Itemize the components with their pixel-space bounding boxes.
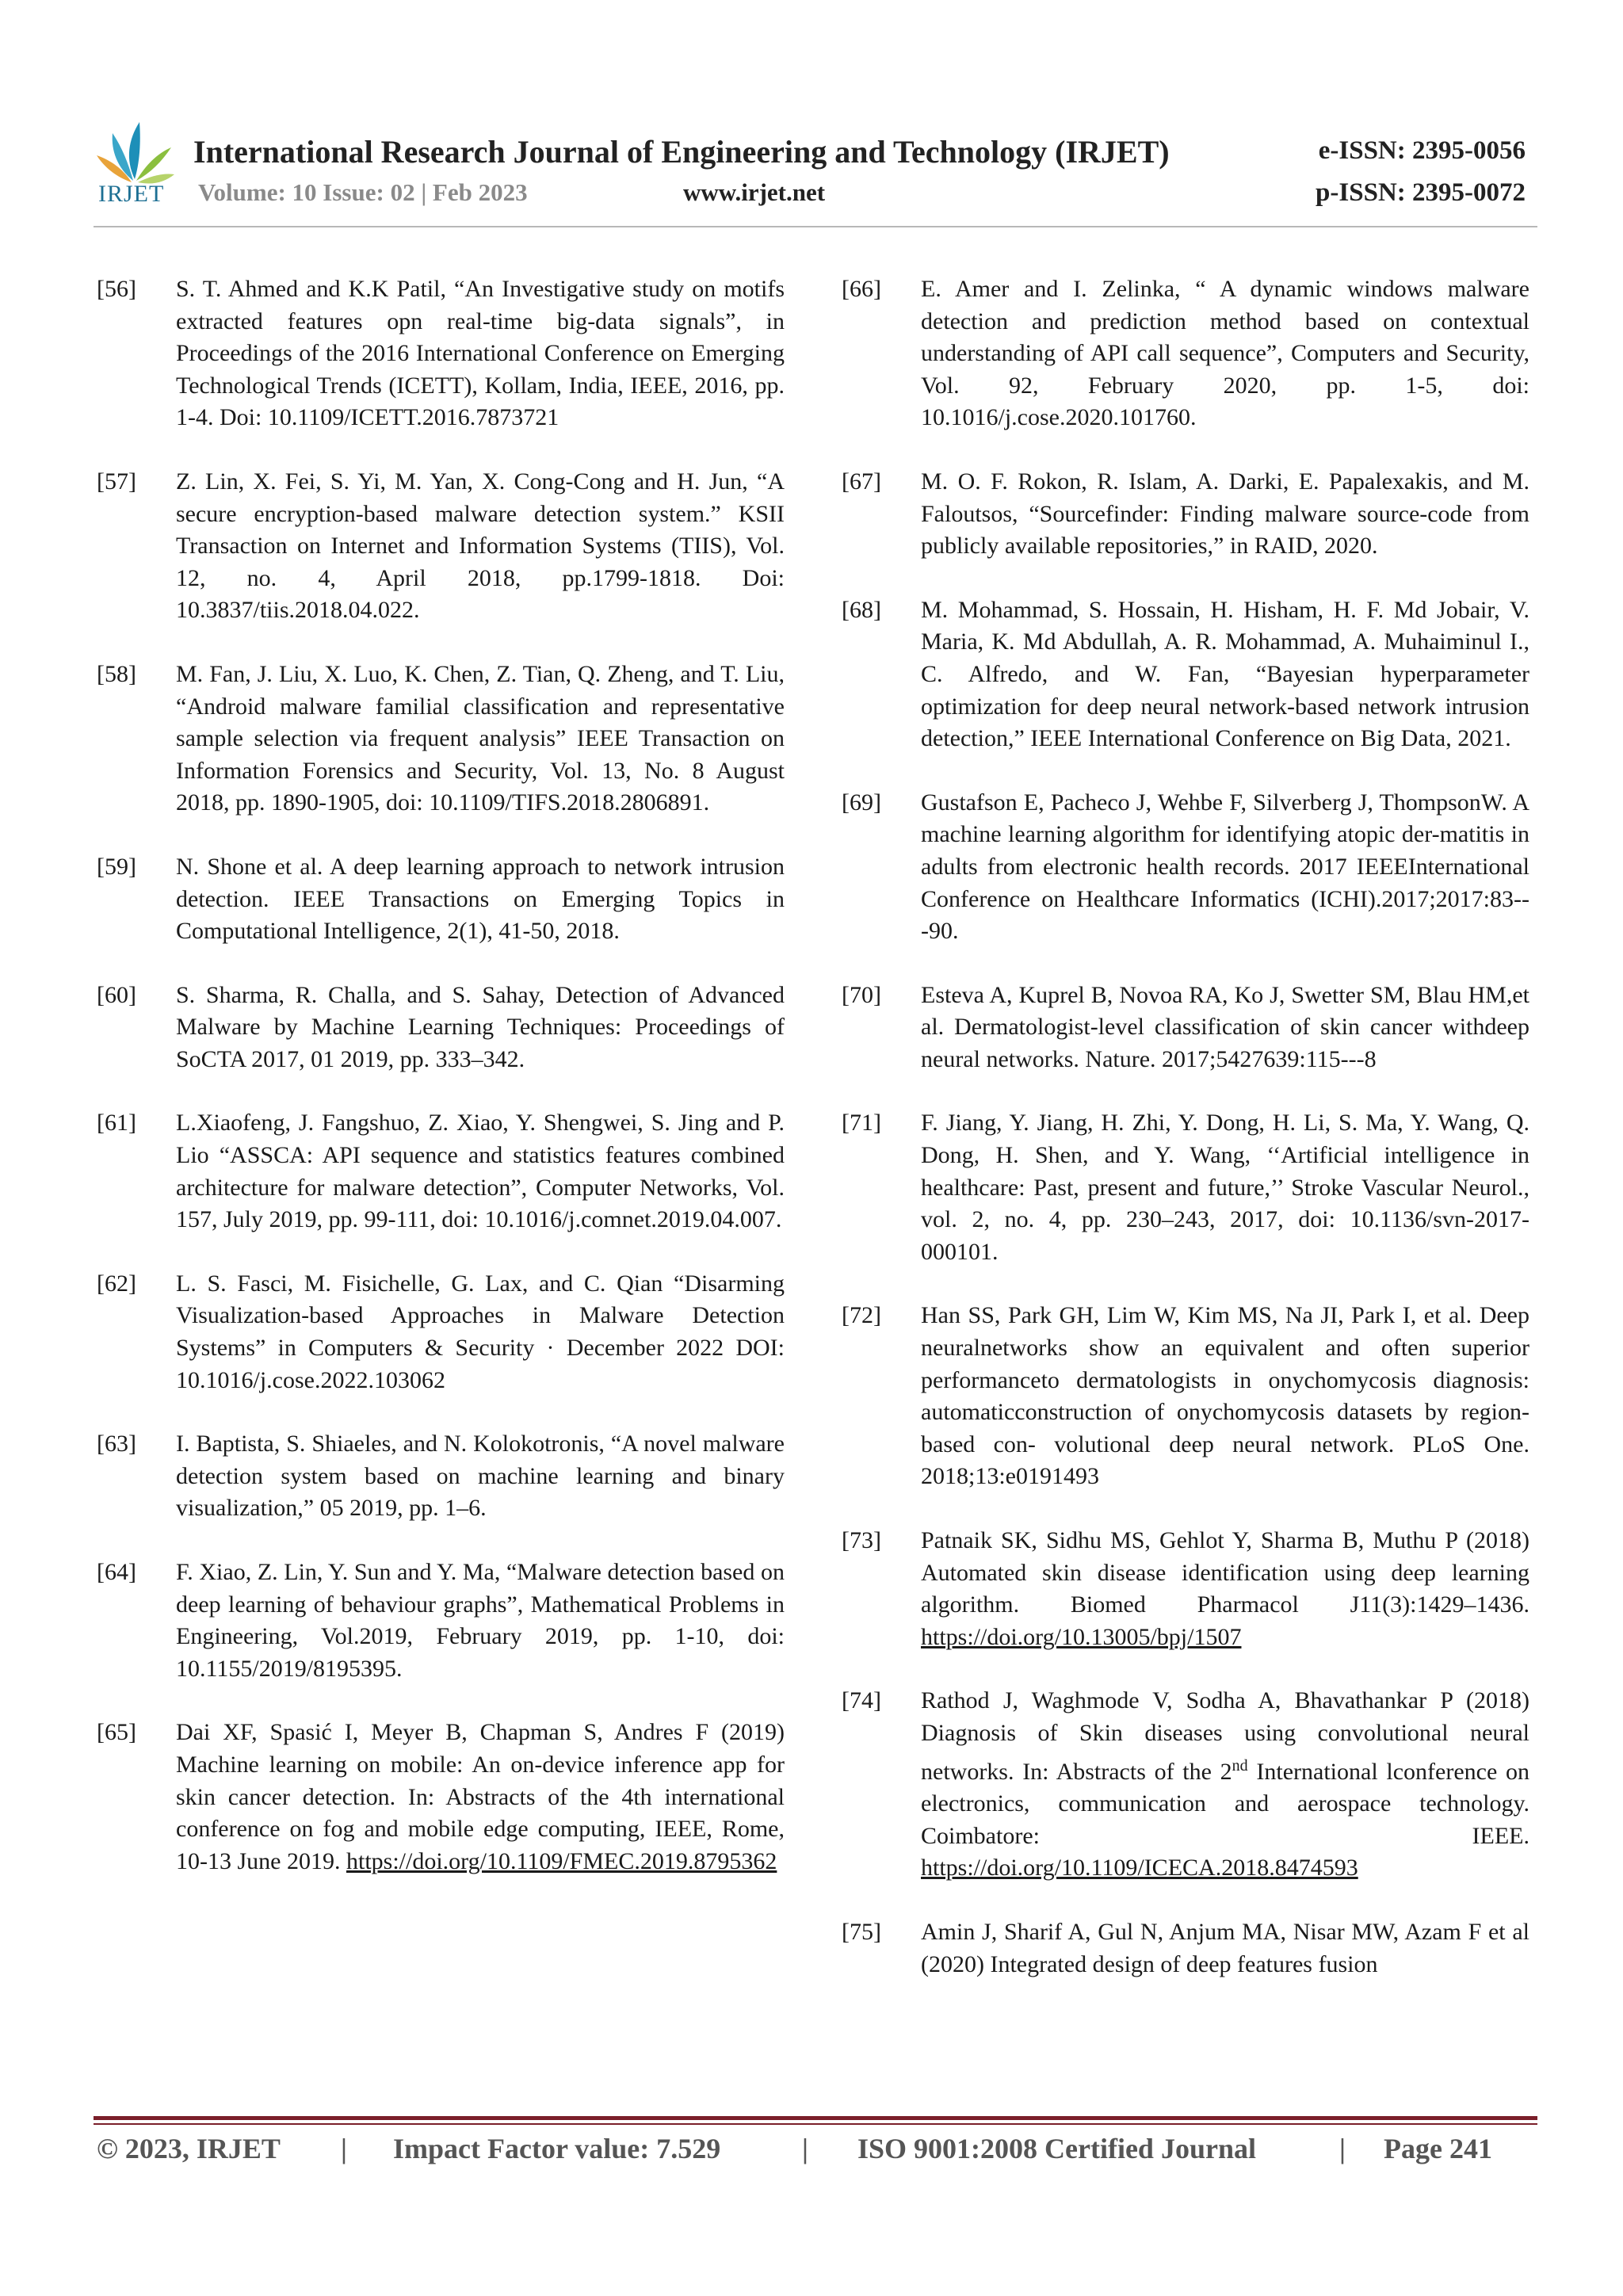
footer-separator: | [1339,2133,1346,2164]
reference-text [176,1717,785,1878]
reference-item [97,1268,785,1396]
reference-number: [60] [97,981,136,1008]
reference-number: [71] [842,1110,881,1137]
reference-item [97,1717,785,1878]
reference-text [176,980,785,1076]
reference-item [842,980,1529,1076]
reference-doi-link[interactable]: https://doi.org/10.13005/bpj/1507 [921,1623,1242,1650]
reference-number: [69] [842,789,881,816]
footer-divider-thin [94,2123,1537,2125]
reference-item [97,466,785,627]
reference-item [842,1300,1529,1493]
footer-iso: ISO 9001:2008 Certified Journal [857,2133,1256,2164]
reference-citation: Esteva A, Kuprel B, Novoa RA, Ko J, Swetter SM, Blau HM,et al. Dermatologist-level classification of skin cancer withdeep neural networks. Nature. 2017;5427639:115---8 [921,981,1529,1072]
eissn: e-ISSN: 2395-0056 [1318,136,1526,165]
reference-item [97,1107,785,1236]
footer-separator: | [802,2133,808,2164]
reference-text [176,1428,785,1525]
reference-citation: Amin J, Sharif A, Gul N, Anjum MA, Nisar MW, Azam F et al (2020) Integrated design of deep features fusion [921,1918,1529,1977]
reference-citation: I. Baptista, S. Shiaeles, and N. Kolokotronis, “A novel malware detection system based on machine learning and binary visualization,” 05 2019, pp. 1–6. [176,1431,785,1522]
reference-text [921,1916,1529,1981]
reference-citation: Gustafson E, Pacheco J, Wehbe F, Silverberg J, ThompsonW. A machine learning algorithm for identifying atopic der-matitis in adults from electronic health records. 2017 IEEEInternational Conference on Healthcare Informatics (ICHI).2017;2017:83---90. [921,789,1529,945]
reference-text [176,466,785,627]
footer-impact-factor: Impact Factor value: 7.529 [393,2133,721,2164]
reference-text [176,1268,785,1396]
reference-number: [66] [842,276,881,302]
reference-item [842,1107,1529,1268]
reference-item [97,980,785,1076]
references-right-column [842,273,1529,2012]
reference-citation: L. S. Fasci, M. Fisichelle, G. Lax, and C. Qian “Disarming Visualization-based Approaches in Malware Detection Systems” in Computers & Security · December 2022 DOI: 10.1016/j.cose.2022.103062 [176,1270,785,1393]
footer-separator: | [341,2133,347,2164]
reference-citation: M. Fan, J. Liu, X. Luo, K. Chen, Z. Tian, Q. Zheng, and T. Liu, “Android malware familial classification and representative sample selection via frequent analysis” IEEE Transaction on Information Forensics and Security, Vol. 13, No. 8 August 2018, pp. 1890-1905, doi: 10.1109/TIFS.2018.2806891. [176,660,785,816]
reference-item [842,1685,1529,1885]
reference-number: [67] [842,468,881,495]
reference-citation: Z. Lin, X. Fei, S. Yi, M. Yan, X. Cong-Cong and H. Jun, “A secure encryption-based malware detection system.” KSII Transaction on Internet and Information Systems (TIIS), Vol. 12, no. 4, April 2018, pp.1799-1818. Doi: 10.3837/tiis.2018.04.022. [176,468,785,624]
reference-text [921,466,1529,563]
page-footer [97,2132,1531,2172]
reference-text [921,1107,1529,1268]
pissn: p-ISSN: 2395-0072 [1316,178,1526,207]
reference-citation: S. T. Ahmed and K.K Patil, “An Investigative study on motifs extracted features opn real-time big-data signals”, in Proceedings of the 2016 International Conference on Emerging Technological Trends (ICETT), Kollam, India, IEEE, 2016, pp. 1-4. Doi: 10.1109/ICETT.2016.7873721 [176,276,785,431]
reference-number: [70] [842,981,881,1008]
reference-item [842,466,1529,563]
reference-doi-link[interactable]: https://doi.org/10.1109/FMEC.2019.8795362 [346,1847,777,1874]
reference-item [842,273,1529,434]
reference-text [921,273,1529,434]
reference-number: [65] [97,1719,136,1746]
reference-number: [56] [97,276,136,302]
reference-item [97,1428,785,1525]
reference-text [921,1300,1529,1493]
reference-citation: E. Amer and I. Zelinka, “ A dynamic windows malware detection and prediction method based on contextual understanding of API call sequence”, Computers and Security, Vol. 92, February 2020, pp. 1-5, doi: 10.1016/j.cose.2020.101760. [921,276,1529,431]
references-left-column [97,273,785,1909]
journal-title: International Research Journal of Engineering and Technology (IRJET) [193,134,1170,170]
reference-number: [72] [842,1302,881,1329]
footer-copyright: © 2023, IRJET [97,2133,281,2164]
reference-number: [75] [842,1918,881,1945]
reference-citation: Dai XF, Spasić I, Meyer B, Chapman S, Andres F (2019) Machine learning on mobile: An on-device inference app for skin cancer detection. In: Abstracts of the 4th international conference on fog and mobile edge computing, IEEE, Rome, 10-13 June 2019. [176,1719,785,1874]
reference-citation: L.Xiaofeng, J. Fangshuo, Z. Xiao, Y. Shengwei, S. Jing and P. Lio “ASSCA: API sequence and statistics features combined architecture for malware detection”, Computer Networks, Vol. 157, July 2019, pp. 99-111, doi: 10.1016/j.comnet.2019.04.007. [176,1110,785,1233]
reference-citation: Han SS, Park GH, Lim W, Kim MS, Na JI, Park I, et al. Deep neuralnetworks show an equivalent and often superior performanceto dermatologists in onychomycosis diagnosis: automaticconstruction of onychomycosis datasets by region-based con- volutional deep neural network. PLoS One. 2018;13:e0191493 [921,1302,1529,1490]
reference-citation: F. Jiang, Y. Jiang, H. Zhi, Y. Dong, H. Li, S. Ma, Y. Wang, Q. Dong, H. Shen, and Y. Wang, ‘‘Artificial intelligence in healthcare: Past, present and future,’’ Stroke Vascular Neurol., vol. 2, no. 4, pp. 230–243, 2017, doi: 10.1136/svn-2017-000101. [921,1110,1529,1265]
reference-number: [63] [97,1431,136,1457]
reference-citation: M. Mohammad, S. Hossain, H. Hisham, H. F. Md Jobair, V. Maria, K. Md Abdullah, A. R. Mohammad, A. Muhaiminul I., C. Alfredo, and W. Fan, “Bayesian hyperparameter optimization for deep neural network-based network intrusion detection,” IEEE International Conference on Big Data, 2021. [921,596,1529,752]
reference-citation: S. Sharma, R. Challa, and S. Sahay, Detection of Advanced Malware by Machine Learning Techniques: Proceedings of SoCTA 2017, 01 2019, pp. 333–342. [176,981,785,1072]
reference-text [176,273,785,434]
reference-item [97,851,785,948]
reference-number: [59] [97,853,136,880]
reference-citation: M. O. F. Rokon, R. Islam, A. Darki, E. Papalexakis, and M. Faloutsos, “Sourcefinder: Finding malware source-code from publicly available repositories,” in RAID, 2020. [921,468,1529,560]
footer-divider [94,2116,1537,2120]
reference-citation: Patnaik SK, Sidhu MS, Gehlot Y, Sharma B, Muthu P (2018) Automated skin disease identification using deep learning algorithm. Biomed Pharmacol J11(3):1429–1436. [921,1527,1529,1618]
reference-item [842,787,1529,948]
reference-item [842,1916,1529,1981]
reference-text [921,594,1529,755]
footer-page-number: Page 241 [1384,2133,1492,2164]
header-divider [94,226,1537,227]
volume-issue: Volume: 10 Issue: 02 | Feb 2023 [198,178,528,206]
reference-item [97,659,785,819]
reference-item [97,1557,785,1685]
website-link[interactable]: www.irjet.net [683,178,826,206]
reference-text [176,659,785,819]
reference-item [842,1525,1529,1653]
reference-text [176,1107,785,1236]
reference-number: [74] [842,1687,881,1714]
reference-number: [68] [842,596,881,623]
reference-text [921,1685,1529,1885]
reference-item [842,594,1529,755]
reference-text [921,1525,1529,1653]
reference-number: [58] [97,660,136,687]
reference-text [176,851,785,948]
reference-citation: F. Xiao, Z. Lin, Y. Sun and Y. Ma, “Malware detection based on deep learning of behaviour graphs”, Mathematical Problems in Engineering, Vol.2019, February 2019, pp. 1-10, doi: 10.1155/2019/8195395. [176,1559,785,1682]
reference-number: [62] [97,1270,136,1297]
reference-text [176,1557,785,1685]
logo-text: IRJET [98,181,165,207]
reference-number: [57] [97,468,136,495]
reference-citation: Rathod J, Waghmode V, Sodha A, Bhavathankar P (2018) Diagnosis of Skin diseases using convolutional neural networks. In: Abstracts of the 2nd International lconference on electronics, communication and aerospace technology. Coimbatore: IEEE. [921,1687,1529,1849]
reference-item [97,273,785,434]
reference-number: [64] [97,1559,136,1585]
reference-number: [73] [842,1527,881,1553]
reference-doi-link[interactable]: https://doi.org/10.1109/ICECA.2018.8474593 [921,1855,1358,1881]
reference-citation: N. Shone et al. A deep learning approach to network intrusion detection. IEEE Transactions on Emerging Topics in Computational Intelligence, 2(1), 41-50, 2018. [176,853,785,945]
reference-number: [61] [97,1110,136,1137]
reference-text [921,980,1529,1076]
reference-text [921,787,1529,948]
